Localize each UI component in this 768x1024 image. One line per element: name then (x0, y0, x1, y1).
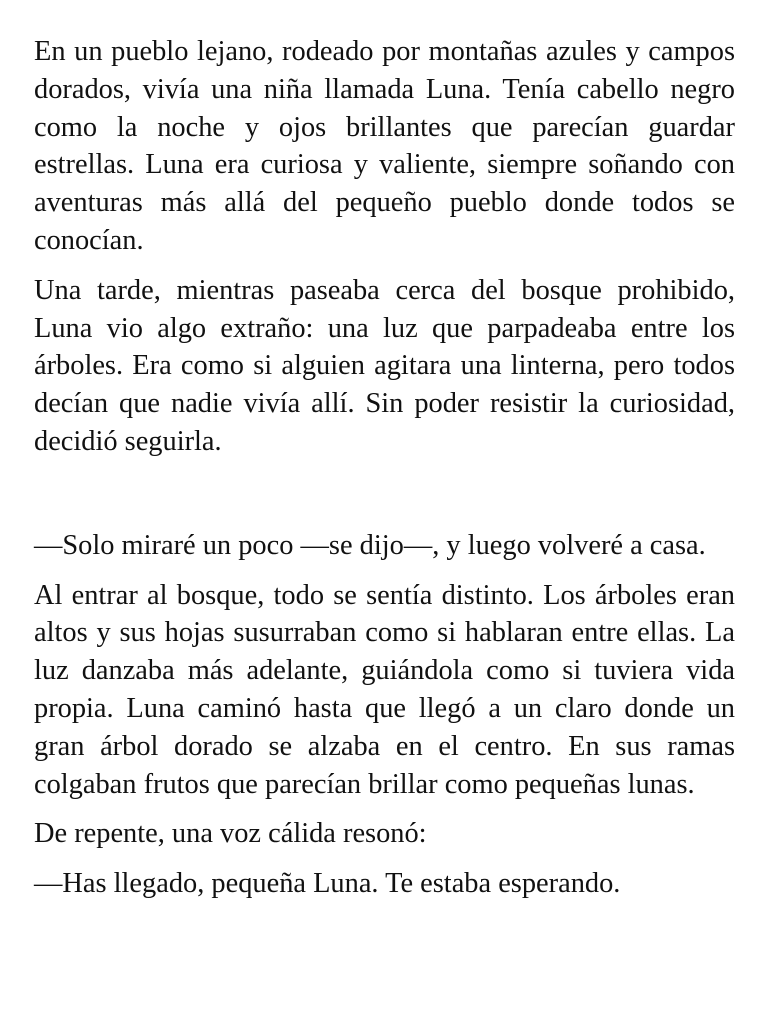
story-paragraph: Una tarde, mientras paseaba cerca del bosque prohibido, Luna vio algo extraño: una luz que parpadeaba entre los árboles. Era como si alguien agitara una linterna, pero todos decían que nadie vivía allí. Sin poder resistir la curiosidad, decidió seguirla. (34, 274, 735, 457)
story-paragraph: En un pueblo lejano, rodeado por montañas azules y campos dorados, vivía una niña llamada Luna. Tenía cabello negro como la noche y ojos brillantes que parecían guardar estrellas. Luna era curiosa y valiente, siempre soñando con aventuras más allá del pequeño pueblo donde todos se conocían. (34, 36, 735, 256)
story-paragraph: De repente, una voz cálida resonó: (34, 818, 427, 850)
story-paragraph: Al entrar al bosque, todo se sentía distinto. Los árboles eran altos y sus hojas susurraban como si hablaran entre ellas. La luz danzaba más adelante, guiándola como si tuviera vida propia. Luna caminó hasta que llegó a un claro donde un gran árbol dorado se alzaba en el centro. En sus ramas colgaban frutos que parecían brillar como pequeñas lunas. (34, 579, 735, 800)
story-page (34, 33, 735, 915)
section-break (34, 473, 735, 527)
story-dialogue: —Has llegado, pequeña Luna. Te estaba esperando. (34, 868, 621, 900)
story-dialogue: —Solo miraré un poco —se dijo—, y luego volveré a casa. (34, 529, 706, 561)
